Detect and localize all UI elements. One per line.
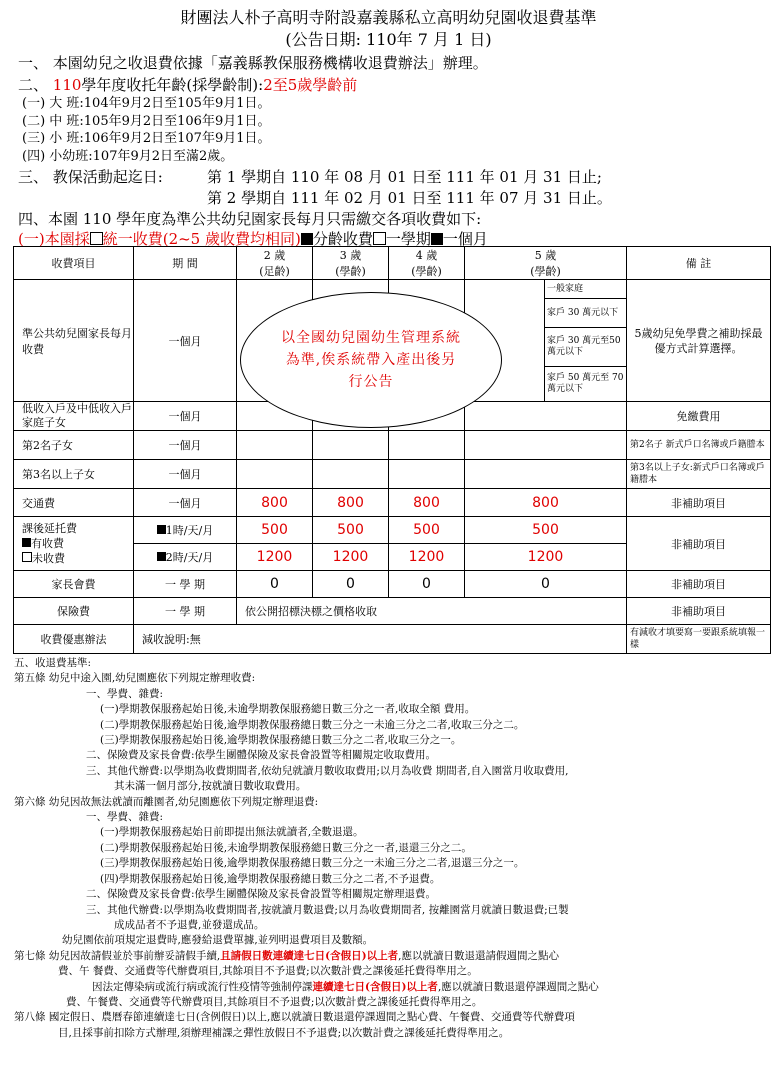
semester-label: 一學期 (385, 230, 431, 248)
fee-value: 0 (313, 571, 389, 598)
class-item: (二) 中 班:105年9月2日至106年9月1日。 (22, 113, 271, 129)
rule-line: 成成品者不予退費,並發還成品。 (114, 918, 265, 931)
fee-value: 500 (313, 517, 389, 544)
row-period: 一個月 (134, 431, 237, 460)
row-note: 有減收才填要寫一要跟系統填報一樣 (627, 625, 771, 654)
class-item: (一) 大 班:104年9月2日至105年9月1日。 (22, 96, 271, 111)
fee-value: 500 (465, 517, 627, 544)
row-note: 非補助項目 (627, 489, 771, 517)
row-item: 準公共幼兒園家長每月收費 (14, 280, 134, 402)
fee-value: 800 (389, 489, 465, 517)
section-1: 一、 本園幼兒之收退費依據「嘉義縣教保服務機構收退費辦法」辦理。 (18, 54, 488, 72)
discount-value: 減收說明:無 (134, 625, 627, 654)
rule-line: 三、其他代辦費:以學期為收費期間者,按就讀月數退費;以月為收費期間者, 按離園當月就讀日數退費;已製 (86, 903, 569, 916)
fee-value: 800 (237, 489, 313, 517)
fee-value: 0 (389, 571, 465, 598)
fee-value: 1200 (313, 544, 389, 571)
table-row (14, 571, 771, 598)
rule-line: 費、午餐費、交通費等代辦費項目,其餘項目不予退費;以次數計費之課後延托費得準用之。 (66, 995, 483, 1008)
rule-line: (四)學期教保服務起始日後,逾學期教保服務總日數三分之二者,不予退費。 (100, 872, 441, 885)
rule-line: 其未滿一個月部分,按就讀日數收取費用。 (114, 780, 307, 793)
section-4: 四、本園 110 學年度為準公共幼兒園家長每月只需繳交各項收費如下: (18, 210, 482, 228)
rule-line: 第七條 幼兒因故請假並於事前辦妥請假手續,且請假日數連續達七日(含假日)以上者,應以就讀日數退還請假週間之點心 (14, 949, 559, 962)
rule-line: 因法定傳染病或流行病或流行性疫情等強制停課連續達七日(含假日)以上者,應以就讀日數退還停課週間之點心 (92, 980, 599, 993)
header-note: 備 註 (627, 247, 771, 280)
row-period: 一個月 (134, 460, 237, 489)
rule-line: (一)學期教保服務起始日後,未逾學期教保服務總日數三分之一者,收取全額 費用。 (100, 703, 476, 716)
bracket-item: 家戶 30 萬元以下 (545, 299, 626, 328)
row-item: 低收入戶及中低收入戶家庭子女 (14, 402, 134, 431)
bracket-item: 家戶 30 萬元至50 萬元以下 (545, 328, 626, 367)
announce-date: (公告日期: 110年 7 月 1 日) (285, 30, 492, 49)
row-note: 第3名以上子女:新式戶口名簿或戶籍謄本 (627, 460, 771, 489)
row-period: 一個月 (134, 402, 237, 431)
row-period: 一個月 (134, 280, 237, 402)
after-care-opt2: 未收費 (32, 552, 65, 565)
rule-line: 一、學費、雜費: (86, 811, 164, 824)
row-item: 收費優惠辦法 (14, 625, 134, 654)
income-brackets (545, 280, 627, 402)
header-age2: 2 歲 (足齡) (237, 247, 313, 280)
header-period: 期 間 (134, 247, 237, 280)
header-age4: 4 歲 (學齡) (389, 247, 465, 280)
bracket-item: 家戶 50 萬元至 70 萬元以下 (547, 373, 624, 394)
row-period: 一個月 (134, 489, 237, 517)
rule-line: 三、其他代辦費:以學期為收費期間者,依幼兒就讀月數收取費用;以月為收費 期間者,自入園當月收取費用, (86, 764, 569, 777)
table-row (14, 460, 771, 489)
header-age5: 5 歲 (學齡) (465, 247, 627, 280)
row-note: 非補助項目 (627, 517, 771, 571)
header-item: 收費項目 (14, 247, 134, 280)
section-2-label: 學年度收托年齡(採學齡制): (81, 76, 264, 94)
rule-line: 二、保險費及家長會費:依學生團體保險及家長會設置等相關規定辦理退費。 (86, 888, 437, 901)
row-period: 2時/天/月 (134, 544, 237, 571)
notice-oval (240, 292, 502, 428)
table-row (14, 517, 771, 544)
row-note: 非補助項目 (627, 571, 771, 598)
header-age3: 3 歲 (學齡) (313, 247, 389, 280)
rule-line: 目,且採事前扣除方式辦理,須辦理補課之彈性放假日不予退費;以次數計費之課後延托費得準用之。 (58, 1026, 510, 1039)
refund-rules (14, 656, 770, 1041)
row-item: 第3名以上子女 (14, 460, 134, 489)
fee-value: 0 (465, 571, 627, 598)
rule-line: (三)學期教保服務起始日後,逾學期教保服務總日數三分之一未逾三分之二者,退還三分之一。 (100, 857, 525, 870)
row-period: 一 學 期 (134, 571, 237, 598)
age-fee-label: 分齡收費 (312, 230, 373, 248)
checkbox-checked-icon (431, 233, 443, 245)
semester-1: 第 1 學期自 110 年 08 月 01 日至 111 年 01 月 31 日止; (207, 168, 602, 186)
row-item: 第2名子女 (14, 431, 134, 460)
fee-value: 0 (237, 571, 313, 598)
table-header (14, 247, 771, 280)
checkbox-checked-icon (22, 538, 31, 547)
rule-line: 一、學費、雜費: (86, 687, 164, 700)
semester-2: 第 2 學期自 111 年 02 月 01 日至 111 年 07 月 31 日止。 (207, 189, 612, 207)
checkbox-icon (90, 232, 103, 245)
row-item: 保險費 (14, 598, 134, 625)
fee-value: 500 (237, 517, 313, 544)
checkbox-icon (22, 552, 32, 562)
row-period: 1時/天/月 (134, 517, 237, 544)
row-note: 第2名子 新式戶口名簿或戶籍謄本 (627, 431, 771, 460)
section-2 (18, 74, 357, 95)
row-item: 交通費 (14, 489, 134, 517)
table-row (14, 598, 771, 625)
rule-line: 幼兒園依前項規定退費時,應發給退費單據,並列明退費項目及數額。 (62, 934, 374, 947)
class-item: (四) 小幼班:107年9月2日至滿2歲。 (22, 148, 234, 164)
fee-value: 800 (313, 489, 389, 517)
fee-value: 500 (389, 517, 465, 544)
rule-line: (三)學期教保服務起始日後,逾學期教保服務總日數三分之二者,收取三分之一。 (100, 734, 462, 747)
rule-line: 五、收退費基準: (14, 657, 92, 669)
after-care-label: 課後延托費 (22, 522, 77, 535)
checkbox-checked-icon (157, 552, 166, 561)
bracket-item: 一般家庭 (545, 280, 626, 299)
month-label: 一個月 (442, 230, 488, 248)
row-period: 一 學 期 (134, 598, 237, 625)
rule-line: (二)學期教保服務起始日後,未逾學期教保服務總日數三分之一者,退還三分之二。 (100, 841, 472, 854)
rule-line: (一)學期教保服務起始日前即提出無法就讀者,全數退還。 (100, 826, 364, 839)
row-note: 5歲幼兒免學費之補助採最優方式計算選擇。 (627, 280, 771, 402)
page-title: 財團法人朴子高明寺附設嘉義縣私立高明幼兒園收退費基準 (180, 8, 597, 27)
checkbox-icon (373, 232, 386, 245)
section-3-label: 三、 教保活動起迄日: (18, 168, 163, 186)
fee-value: 1200 (465, 544, 627, 571)
fee-value: 800 (465, 489, 627, 517)
checkbox-checked-icon (301, 233, 313, 245)
class-list (22, 95, 271, 165)
fee-mode-label: (一)本園採 (18, 230, 90, 248)
rule-line: (二)學期教保服務起始日後,逾學期教保服務總日數三分之一未逾三分之二者,收取三分之二。 (100, 718, 525, 731)
row-note: 非補助項目 (627, 598, 771, 625)
section-2-range: 2至5歲學齡前 (263, 76, 358, 94)
rule-line: 費、午 餐費、交通費等代辦費項目,其餘項目不予退費;以次數計費之課後延托費得準用之。 (58, 965, 478, 978)
checkbox-checked-icon (157, 525, 166, 534)
class-item: (三) 小 班:106年9月2日至107年9月1日。 (22, 131, 271, 146)
table-row (14, 625, 771, 654)
rule-line: 第八條 國定假日、農曆春節連續達七日(含例假日)以上,應以就讀日數退還停課週間之點心費、午餐費、交通費等代辦費項 (14, 1011, 575, 1024)
uniform-fee-label: 統一收費(2~5 歲收費均相同) (102, 230, 301, 248)
after-care-opt1: 有收費 (31, 537, 64, 550)
row-note: 免繳費用 (627, 402, 771, 431)
rule-line: 二、保險費及家長會費:依學生團體保險及家長會設置等相關規定收取費用。 (86, 749, 437, 762)
table-row (14, 431, 771, 460)
insurance-value: 依公開招標決標之價格收取 (237, 598, 627, 625)
rule-line: 第五條 幼兒中途入園,幼兒園應依下列規定辦理收費: (14, 672, 256, 685)
row-item: 家長會費 (14, 571, 134, 598)
row-item (14, 517, 134, 571)
section-2-prefix: 二、 (18, 76, 53, 94)
fee-value: 1200 (389, 544, 465, 571)
notice-text: 以全國幼兒園幼生管理系統為準,俟系統帶入產出後另行公告 (281, 330, 461, 390)
section-2-year: 110 (52, 76, 82, 94)
table-row (14, 489, 771, 517)
fee-value: 1200 (237, 544, 313, 571)
rule-line: 第六條 幼兒因故無法就讀而離園者,幼兒園應依下列規定辦理退費: (14, 795, 319, 808)
